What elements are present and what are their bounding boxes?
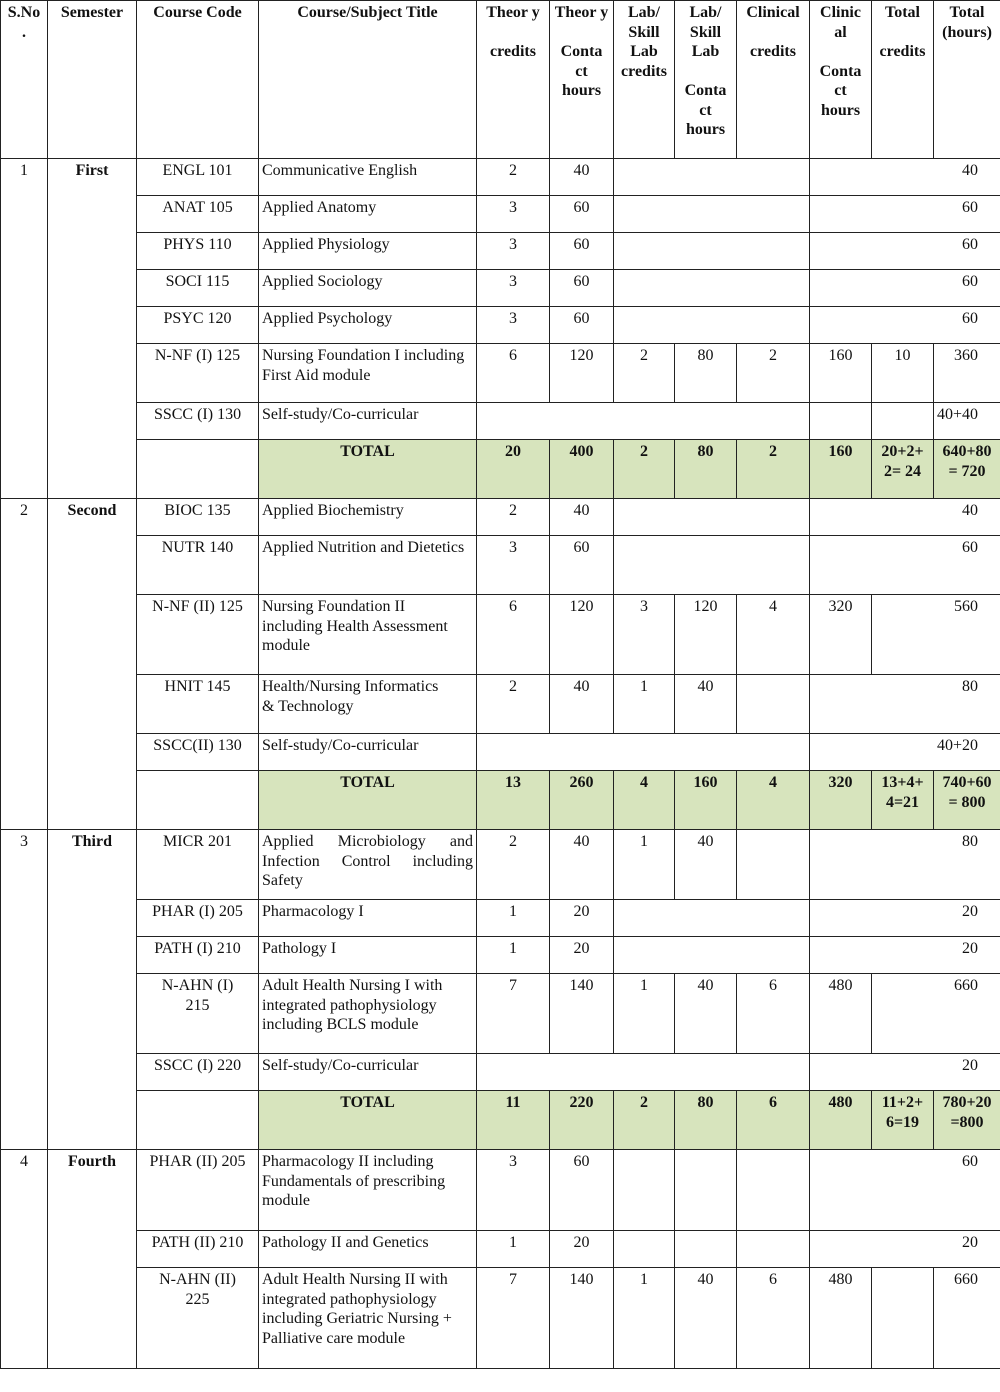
empty-cell: [614, 900, 810, 937]
empty-cell: [614, 159, 810, 196]
theory-credits-cell: 2: [477, 830, 550, 900]
course-code-cell: HNIT 145: [137, 675, 259, 734]
course-title-cell: Self-study/Co-curricular: [259, 403, 477, 440]
lab-hours-cell: 80: [675, 344, 737, 403]
course-title-cell: Pathology II and Genetics: [259, 1231, 477, 1268]
semester-cell: First: [48, 159, 137, 499]
theory-credits-cell: 3: [477, 1150, 550, 1231]
total-row: [1, 440, 1000, 499]
table-row: [1, 233, 1000, 270]
total-hours-cell: 560: [872, 595, 1000, 675]
clinical-credits-cell: [737, 1150, 810, 1231]
lab-hours-cell: 160: [675, 771, 737, 830]
clinical-credits-cell: 2: [737, 440, 810, 499]
course-title-cell: Nursing Foundation I including First Aid module: [259, 344, 477, 403]
course-title-cell: Applied Biochemistry: [259, 499, 477, 536]
total-label-cell: TOTAL: [259, 1091, 477, 1150]
header-theory-hours: Theor y Conta ct hours: [550, 1, 614, 159]
total-hours-cell: 740+60 = 800: [934, 771, 1000, 830]
header-total-hours: Total (hours): [934, 1, 1000, 159]
theory-hours-cell: 120: [550, 595, 614, 675]
empty-cell: [614, 233, 810, 270]
clinical-credits-cell: 4: [737, 595, 810, 675]
course-code-cell: N-AHN (I) 215: [137, 974, 259, 1054]
total-credits-cell: 13+4+ 4=21: [872, 771, 934, 830]
course-code-cell: ANAT 105: [137, 196, 259, 233]
total-hours-cell: 20: [810, 937, 1000, 974]
course-code-cell: PSYC 120: [137, 307, 259, 344]
lab-hours-cell: 80: [675, 1091, 737, 1150]
theory-hours-cell: 140: [550, 974, 614, 1054]
course-title-cell: Pharmacology I: [259, 900, 477, 937]
clinical-hours-cell: 160: [810, 440, 872, 499]
course-title-cell: Communicative English: [259, 159, 477, 196]
clinical-credits-cell: [737, 1231, 810, 1268]
course-title-cell: Applied Psychology: [259, 307, 477, 344]
lab-hours-cell: 120: [675, 595, 737, 675]
course-title-cell: Nursing Foundation II including Health Assessment module: [259, 595, 477, 675]
header-semester: Semester: [48, 1, 137, 159]
theory-credits-cell: 1: [477, 900, 550, 937]
theory-credits-cell: 3: [477, 270, 550, 307]
table-row: [1, 974, 1000, 1054]
course-title-cell: Adult Health Nursing I with integrated pathophysiology including BCLS module: [259, 974, 477, 1054]
total-hours-cell: 80: [810, 675, 1000, 734]
course-code-cell: PATH (I) 210: [137, 937, 259, 974]
empty-cell: [137, 440, 259, 499]
theory-hours-cell: 140: [550, 1268, 614, 1369]
table-row: [1, 595, 1000, 675]
theory-hours-cell: 20: [550, 937, 614, 974]
table-row: [1, 344, 1000, 403]
total-hours-cell: 60: [810, 307, 1000, 344]
course-code-cell: PHYS 110: [137, 233, 259, 270]
theory-credits-cell: 7: [477, 1268, 550, 1369]
theory-hours-cell: 60: [550, 233, 614, 270]
clinical-hours-cell: 160: [810, 344, 872, 403]
total-hours-cell: 40+20: [810, 734, 1000, 771]
table-row: [1, 159, 1000, 196]
header-lab-hours: Lab/ Skill Lab Conta ct hours: [675, 1, 737, 159]
course-code-cell: SSCC (I) 220: [137, 1054, 259, 1091]
table-row: [1, 499, 1000, 536]
clinical-credits-cell: 2: [737, 344, 810, 403]
lab-hours-cell: 40: [675, 830, 737, 900]
empty-cell: [614, 536, 810, 595]
course-code-cell: ENGL 101: [137, 159, 259, 196]
empty-cell: [137, 1091, 259, 1150]
course-title-cell: Adult Health Nursing II with integrated pathophysiology including Geriatric Nursing + Palliative care module: [259, 1268, 477, 1369]
semester-cell: Fourth: [48, 1150, 137, 1369]
course-code-cell: SSCC (I) 130: [137, 403, 259, 440]
total-hours-cell: 640+80 = 720: [934, 440, 1000, 499]
semester-cell: Second: [48, 499, 137, 830]
table-row: [1, 307, 1000, 344]
sno-cell: 1: [1, 159, 48, 499]
course-title-cell: Self-study/Co-curricular: [259, 1054, 477, 1091]
total-hours-cell: 780+20 =800: [934, 1091, 1000, 1150]
lab-credits-cell: 3: [614, 595, 675, 675]
theory-hours-cell: 40: [550, 830, 614, 900]
clinical-credits-cell: 4: [737, 771, 810, 830]
empty-cell: [614, 937, 810, 974]
theory-hours-cell: 60: [550, 270, 614, 307]
sno-cell: 3: [1, 830, 48, 1150]
total-row: [1, 771, 1000, 830]
total-credits-cell: 11+2+ 6=19: [872, 1091, 934, 1150]
theory-credits-cell: 3: [477, 307, 550, 344]
empty-cell: [614, 270, 810, 307]
clinical-hours-cell: 320: [810, 595, 872, 675]
total-hours-cell: 660: [872, 974, 1000, 1054]
theory-credits-cell: 6: [477, 595, 550, 675]
theory-credits-cell: 3: [477, 196, 550, 233]
course-title-cell: Applied Nutrition and Dietetics: [259, 536, 477, 595]
theory-hours-cell: 40: [550, 159, 614, 196]
clinical-hours-cell: 320: [810, 771, 872, 830]
total-hours-cell: 660: [934, 1268, 1000, 1369]
table-row: [1, 196, 1000, 233]
table-row: [1, 270, 1000, 307]
clinical-credits-cell: 6: [737, 1268, 810, 1369]
empty-cell: [614, 196, 810, 233]
clinical-credits-cell: 6: [737, 974, 810, 1054]
theory-credits-cell: 2: [477, 675, 550, 734]
theory-credits-cell: 2: [477, 159, 550, 196]
theory-hours-cell: 60: [550, 1150, 614, 1231]
theory-hours-cell: 60: [550, 307, 614, 344]
empty-cell: [872, 403, 934, 440]
total-credits-cell: 10: [872, 344, 934, 403]
table-row: [1, 1268, 1000, 1369]
course-title-cell: Applied Physiology: [259, 233, 477, 270]
theory-credits-cell: 1: [477, 937, 550, 974]
header-theory-credits: Theor y credits: [477, 1, 550, 159]
table-row: [1, 937, 1000, 974]
course-code-cell: MICR 201: [137, 830, 259, 900]
course-code-cell: PHAR (I) 205: [137, 900, 259, 937]
theory-credits-cell: 7: [477, 974, 550, 1054]
clinical-credits-cell: [737, 675, 810, 734]
total-hours-cell: 60: [810, 233, 1000, 270]
theory-hours-cell: 60: [550, 196, 614, 233]
empty-cell: [477, 403, 810, 440]
sno-cell: 2: [1, 499, 48, 830]
course-title-cell: Self-study/Co-curricular: [259, 734, 477, 771]
course-code-cell: PATH (II) 210: [137, 1231, 259, 1268]
course-code-cell: SSCC(II) 130: [137, 734, 259, 771]
total-row: [1, 1091, 1000, 1150]
total-hours-cell: 360: [934, 344, 1000, 403]
total-credits-cell: [872, 1268, 934, 1369]
course-code-cell: N-NF (I) 125: [137, 344, 259, 403]
lab-credits-cell: [614, 1231, 675, 1268]
clinical-credits-cell: [737, 830, 810, 900]
lab-hours-cell: 40: [675, 974, 737, 1054]
total-credits-cell: 20+2+ 2= 24: [872, 440, 934, 499]
course-code-cell: N-NF (II) 125: [137, 595, 259, 675]
theory-hours-cell: 40: [550, 499, 614, 536]
lab-hours-cell: [675, 1231, 737, 1268]
theory-credits-cell: 6: [477, 344, 550, 403]
theory-hours-cell: 40: [550, 675, 614, 734]
total-label-cell: TOTAL: [259, 771, 477, 830]
clinical-hours-cell: 480: [810, 974, 872, 1054]
empty-cell: [810, 403, 872, 440]
course-title-cell: Pathology I: [259, 937, 477, 974]
theory-hours-cell: 120: [550, 344, 614, 403]
total-hours-cell: 80: [810, 830, 1000, 900]
table-row: [1, 830, 1000, 900]
empty-cell: [614, 499, 810, 536]
table-row: [1, 675, 1000, 734]
clinical-hours-cell: 480: [810, 1091, 872, 1150]
theory-hours-cell: 20: [550, 1231, 614, 1268]
sno-cell: 4: [1, 1150, 48, 1369]
lab-credits-cell: [614, 1150, 675, 1231]
lab-hours-cell: [675, 1150, 737, 1231]
total-hours-cell: 40: [810, 499, 1000, 536]
course-code-cell: NUTR 140: [137, 536, 259, 595]
total-hours-cell: 60: [810, 196, 1000, 233]
lab-credits-cell: 1: [614, 974, 675, 1054]
lab-credits-cell: 1: [614, 830, 675, 900]
theory-hours-cell: 260: [550, 771, 614, 830]
lab-credits-cell: 1: [614, 675, 675, 734]
table-row: [1, 1231, 1000, 1268]
course-code-cell: BIOC 135: [137, 499, 259, 536]
lab-credits-cell: 2: [614, 344, 675, 403]
course-title-cell: Applied Anatomy: [259, 196, 477, 233]
total-hours-cell: 20: [810, 900, 1000, 937]
theory-hours-cell: 20: [550, 900, 614, 937]
course-title-cell: Applied Microbiology and Infection Control including Safety: [259, 830, 477, 900]
header-clinical-hours: Clinic al Conta ct hours: [810, 1, 872, 159]
theory-credits-cell: 2: [477, 499, 550, 536]
lab-credits-cell: 2: [614, 440, 675, 499]
theory-credits-cell: 3: [477, 536, 550, 595]
lab-credits-cell: 1: [614, 1268, 675, 1369]
table-body: [1, 159, 1000, 1369]
semester-cell: Third: [48, 830, 137, 1150]
clinical-hours-cell: 480: [810, 1268, 872, 1369]
course-title-cell: Applied Sociology: [259, 270, 477, 307]
header-course-code: Course Code: [137, 1, 259, 159]
header-clinical-credits: Clinical credits: [737, 1, 810, 159]
header-lab-credits: Lab/ Skill Lab credits: [614, 1, 675, 159]
header-total-credits: Total credits: [872, 1, 934, 159]
total-hours-cell: 20: [810, 1054, 1000, 1091]
empty-cell: [477, 1054, 810, 1091]
course-title-cell: Health/Nursing Informatics & Technology: [259, 675, 477, 734]
course-code-cell: N-AHN (II) 225: [137, 1268, 259, 1369]
header-row: [1, 1, 1000, 159]
lab-credits-cell: 2: [614, 1091, 675, 1150]
theory-credits-cell: 13: [477, 771, 550, 830]
total-hours-cell: 60: [810, 270, 1000, 307]
course-title-cell: Pharmacology II including Fundamentals of prescribing module: [259, 1150, 477, 1231]
header-sno: S.No .: [1, 1, 48, 159]
total-hours-cell: 60: [810, 1150, 1000, 1231]
total-hours-cell: 40+40: [934, 403, 1000, 440]
theory-hours-cell: 400: [550, 440, 614, 499]
total-label-cell: TOTAL: [259, 440, 477, 499]
lab-hours-cell: 40: [675, 1268, 737, 1369]
theory-credits-cell: 3: [477, 233, 550, 270]
empty-cell: [137, 771, 259, 830]
theory-credits-cell: 20: [477, 440, 550, 499]
table-row: [1, 1150, 1000, 1231]
clinical-credits-cell: 6: [737, 1091, 810, 1150]
table-row: [1, 900, 1000, 937]
header-title: Course/Subject Title: [259, 1, 477, 159]
lab-credits-cell: 4: [614, 771, 675, 830]
table-row: [1, 1054, 1000, 1091]
theory-hours-cell: 220: [550, 1091, 614, 1150]
course-code-cell: SOCI 115: [137, 270, 259, 307]
theory-hours-cell: 60: [550, 536, 614, 595]
course-code-cell: PHAR (II) 205: [137, 1150, 259, 1231]
table-row: [1, 536, 1000, 595]
total-hours-cell: 60: [810, 536, 1000, 595]
table-row: [1, 403, 1000, 440]
theory-credits-cell: 11: [477, 1091, 550, 1150]
lab-hours-cell: 80: [675, 440, 737, 499]
empty-cell: [614, 307, 810, 344]
lab-hours-cell: 40: [675, 675, 737, 734]
theory-credits-cell: 1: [477, 1231, 550, 1268]
empty-cell: [477, 734, 810, 771]
total-hours-cell: 40: [810, 159, 1000, 196]
total-hours-cell: 20: [810, 1231, 1000, 1268]
table-row: [1, 734, 1000, 771]
